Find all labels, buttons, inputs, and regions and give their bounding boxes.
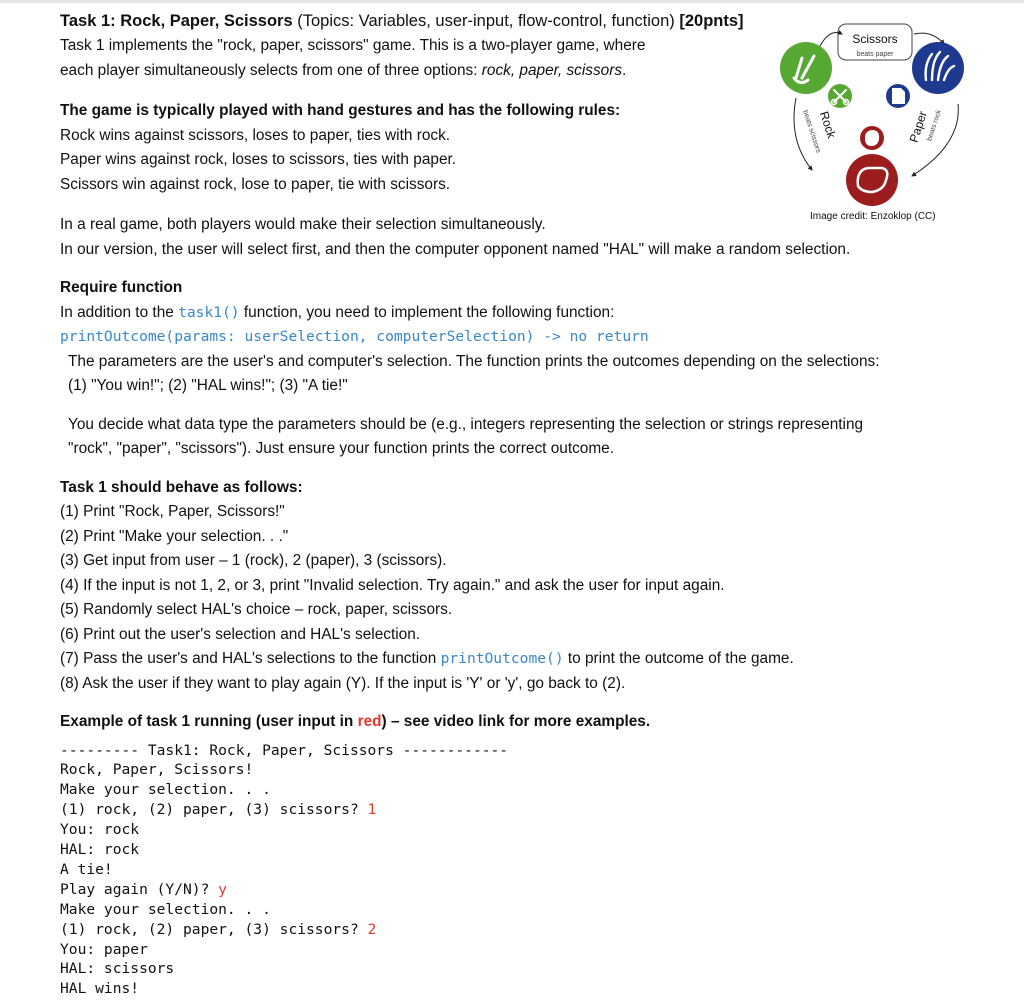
real-game-line-1: In a real game, both players would make their selection simultaneously. — [60, 216, 546, 233]
example-heading-start: Example of task 1 running (user input in — [60, 713, 358, 730]
rock-fist-circle — [846, 154, 898, 206]
task-title-topics: (Topics: Variables, user-input, flow-control, function) — [292, 12, 680, 30]
task-title-points: [20pnts] — [679, 12, 744, 30]
behave-step-1: (1) Print "Rock, Paper, Scissors!" — [60, 503, 285, 520]
behave-step-7-start: (7) Pass the user's and HAL's selections to the function — [60, 650, 441, 667]
terminal-make-selection-2: Make your selection. . . — [60, 900, 271, 918]
terminal-rps: Rock, Paper, Scissors! — [60, 761, 254, 779]
intro-line-1: Task 1 implements the "rock, paper, scissors" game. This is a two-player game, where — [60, 37, 646, 54]
scissors-sub-label: beats paper — [856, 51, 894, 58]
rules-heading: The game is typically played with hand gestures and has the following rules: — [60, 102, 621, 119]
print-outcome-function-ref: printOutcome() — [440, 650, 564, 667]
require-desc-line-2: (1) "You win!"; (2) "HAL wins!"; (3) "A tie!" — [68, 377, 348, 394]
paper-label: Paper — [906, 109, 930, 145]
rock-sub-label: beats scissors — [801, 109, 822, 154]
behave-step-7 — [60, 647, 1000, 672]
scissors-label: Scissors — [852, 32, 898, 46]
real-game-line-2: In our version, the user will select first, and then the computer opponent named "HAL" will make a random selection. — [60, 240, 851, 258]
terminal-prompt-2 — [60, 920, 1000, 940]
rule-scissors: Scissors win against rock, lose to paper, tie with scissors. — [60, 175, 451, 193]
terminal-you-paper: You: paper — [60, 940, 148, 958]
terminal-you-rock: You: rock — [60, 821, 140, 839]
terminal-user-input-y: y — [218, 880, 227, 898]
terminal-header: --------- Task1: Rock, Paper, Scissors ------------ — [60, 741, 509, 759]
terminal-make-selection: Make your selection. . . — [60, 781, 271, 799]
rock-label: Rock — [816, 109, 839, 140]
paper-hand-circle — [912, 42, 964, 94]
terminal-prompt-2-text: (1) rock, (2) paper, (3) scissors? — [60, 920, 368, 938]
behave-step-2: (2) Print "Make your selection. . ." — [60, 527, 289, 545]
terminal-play-again — [60, 880, 1000, 900]
rps-cycle-graphic — [772, 20, 972, 212]
terminal-prompt-1 — [60, 800, 1000, 820]
require-heading: Require function — [60, 279, 183, 296]
paper-sub-label: beats rock — [926, 109, 943, 142]
example-heading — [60, 710, 1000, 735]
rule-rock: Rock wins against scissors, loses to paper, ties with rock. — [60, 126, 451, 144]
rule-paper: Paper wins against rock, loses to scissors, ties with paper. — [60, 151, 457, 168]
types-line-2: "rock", "paper", "scissors"). Just ensure your function prints the correct outcome. — [68, 440, 615, 457]
require-line-1-start: In addition to the — [60, 303, 179, 321]
require-line-1-end: function, you need to implement the following function: — [239, 303, 615, 321]
function-signature: printOutcome(params: userSelection, computerSelection) -> no return — [60, 328, 649, 345]
terminal-user-input-2: 2 — [367, 920, 377, 938]
intro-line-2-end: . — [622, 61, 627, 79]
behave-step-3: (3) Get input from user – 1 (rock), 2 (paper), 3 (scissors). — [60, 552, 447, 569]
task1-function-ref: task1() — [178, 303, 240, 321]
terminal-hal-wins: HAL wins! — [60, 980, 140, 998]
terminal-hal-scissors: HAL: scissors — [60, 960, 175, 978]
example-heading-end: ) – see video link for more examples. — [381, 713, 651, 730]
top-edge — [0, 0, 1024, 3]
intro-line-2-start: each player simultaneously selects from one of three options: — [60, 61, 482, 79]
terminal-hal-rock: HAL: rock — [60, 841, 140, 859]
behave-step-4: (4) If the input is not 1, 2, or 3, print "Invalid selection. Try again." and ask the user for input again. — [60, 576, 725, 594]
types-line-1: You decide what data type the parameters should be (e.g., integers representing the selection or strings representing — [68, 415, 864, 433]
rock-small-icon — [865, 130, 879, 146]
terminal-prompt-1-text: (1) rock, (2) paper, (3) scissors? — [60, 801, 368, 819]
paper-small-icon — [892, 88, 905, 104]
terminal-output — [60, 741, 1000, 1000]
behave-step-8: (8) Ask the user if they want to play again (Y). If the input is 'Y' or 'y', go back to (2). — [60, 674, 626, 692]
behave-step-5: (5) Randomly select HAL's choice – rock, paper, scissors. — [60, 601, 453, 618]
example-heading-red: red — [357, 713, 382, 730]
task-title-name: Task 1: Rock, Paper, Scissors — [60, 12, 293, 30]
behave-step-7-end: to print the outcome of the game. — [563, 650, 794, 667]
terminal-play-again-text: Play again (Y/N)? — [60, 880, 219, 898]
image-credit: Image credit: Enzoklop (CC) — [810, 211, 936, 222]
behave-heading: Task 1 should behave as follows: — [60, 478, 303, 496]
intro-line-2-options: rock, paper, scissors — [481, 61, 623, 79]
require-line-1 — [60, 301, 1000, 326]
require-desc-line-1: The parameters are the user's and computer's selection. The function prints the outcomes depending on the selections: — [68, 352, 880, 370]
behave-step-6: (6) Print out the user's selection and HAL's selection. — [60, 625, 421, 643]
terminal-user-input-1: 1 — [367, 801, 377, 819]
terminal-tie: A tie! — [60, 860, 113, 878]
